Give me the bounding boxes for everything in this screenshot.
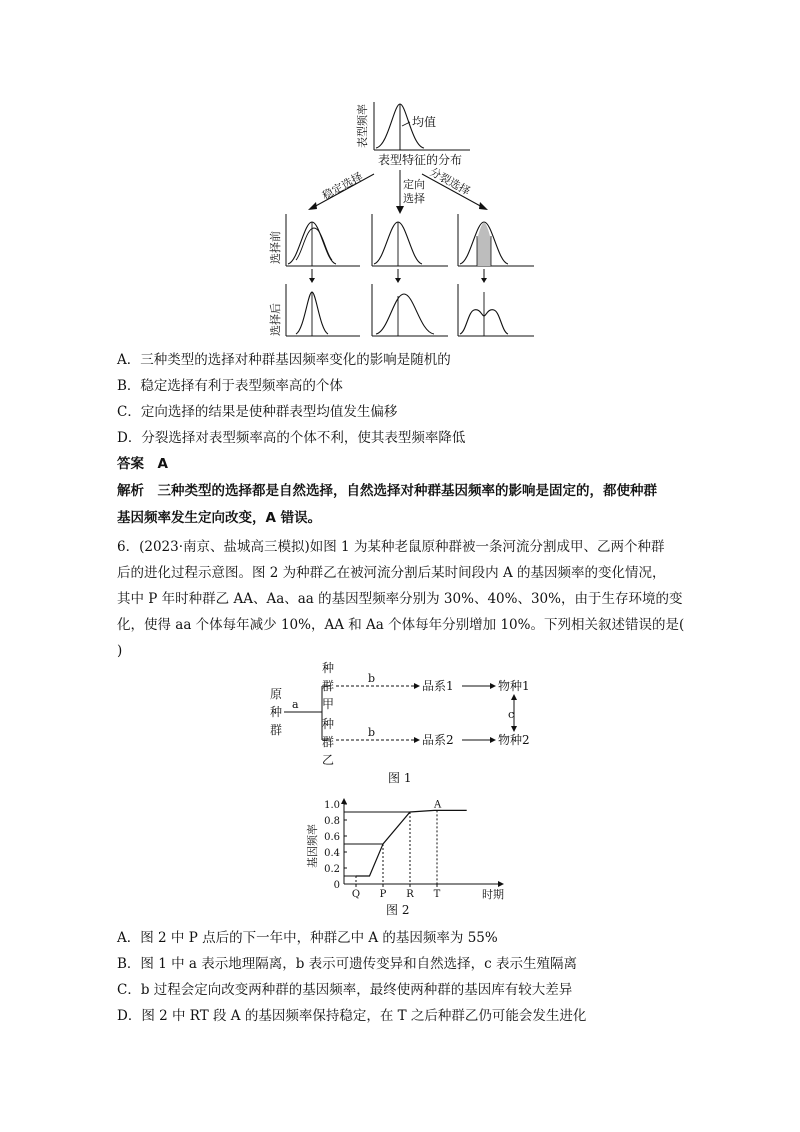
- y-tick-label: 1.0: [324, 800, 340, 811]
- q6-stem-line-5: ): [117, 643, 123, 659]
- figure-2-ylabel: 基因频率: [306, 824, 319, 868]
- down-arrows: [309, 269, 487, 283]
- q6-stem-line-3: 其中 P 年时种群乙 AA、Aa、aa 的基因型频率分别为 30%、40%、30%，由于生存环境的变: [117, 591, 683, 607]
- label-c: c: [508, 708, 515, 721]
- q5-analysis-line-1: 解析 三种类型的选择都是自然选择，自然选择对种群基因频率的影响是固定的，都使种群: [117, 483, 657, 499]
- pop-yi-char-3: 乙: [322, 753, 335, 767]
- y-tick-label: 0.4: [324, 848, 340, 859]
- q5-analysis-line-2: 基因频率发生定向改变，A 错误。: [117, 510, 322, 526]
- q5-option-b: B．稳定选择有利于表型频率高的个体: [117, 378, 343, 394]
- pop-yi-char-2: 群: [322, 735, 335, 749]
- q6-stem-line-1: 6．(2023·南京、盐城高三模拟)如图 1 为某种老鼠原种群被一条河流分割成甲、乙两个种群: [117, 539, 665, 555]
- origin-char-3: 群: [270, 723, 283, 737]
- branch-right-label: 分裂选择: [427, 165, 473, 198]
- after-disruptive-plot: [458, 284, 534, 336]
- y-tick-label: 0.2: [324, 864, 340, 875]
- strain-1: 品系1: [422, 679, 454, 693]
- q6-option-d: D．图 2 中 RT 段 A 的基因频率保持稳定，在 T 之后种群乙仍可能会发生进化: [117, 1008, 587, 1024]
- q6-option-b: B．图 1 中 a 表示地理隔离，b 表示可遗传变异和自然选择，c 表示生殖隔离: [117, 956, 578, 972]
- figure-2-caption: 图 2: [386, 903, 410, 917]
- before-disruptive-plot: [458, 214, 534, 266]
- figure-1-diagram: [262, 660, 552, 788]
- q5-option-a: A．三种类型的选择对种群基因频率变化的影响是随机的: [117, 352, 451, 368]
- x-tick-label: Q: [351, 889, 361, 900]
- pop-yi-char-1: 种: [322, 717, 335, 731]
- x-tick-label: P: [379, 889, 387, 900]
- y-tick-label: 0.6: [324, 832, 340, 843]
- figure-1-caption: 图 1: [388, 771, 412, 785]
- label-b-lower: b: [368, 726, 376, 739]
- y-axis-arrow: [341, 798, 347, 804]
- branch-arrows: [308, 164, 488, 214]
- label-a: a: [292, 698, 299, 711]
- pop-jia-char-2: 群: [322, 679, 335, 693]
- y-tick-label: 0: [333, 880, 340, 891]
- branch-left-label: 稳定选择: [320, 169, 365, 203]
- x-tick-label: T: [433, 889, 441, 900]
- branch-mid-label-1: 定向: [403, 178, 425, 191]
- mean-label: 均值: [412, 115, 437, 129]
- q6-option-c: C．b 过程会定向改变两种群的基因频率，最终使两种群的基因库有较大差异: [117, 982, 573, 998]
- q5-answer: 答案 A: [117, 456, 168, 472]
- point-label-a: A: [434, 799, 442, 811]
- q6-stem-line-2: 后的进化过程示意图。图 2 为种群乙在被河流分割后某时间段内 A 的基因频率的变化情况，: [117, 565, 666, 581]
- top-ylabel: 表型频率: [356, 104, 369, 148]
- origin-char-1: 原: [270, 687, 283, 701]
- figure-2-xlabel: 时期: [482, 888, 504, 901]
- before-stabilizing-plot: [286, 214, 360, 266]
- pop-jia-char-3: 甲: [322, 697, 335, 711]
- q6-stem-line-4: 化，使得 aa 个体每年减少 10%，AA 和 Aa 个体每年分别增加 10%。下列相关叙述错误的是(: [117, 617, 685, 633]
- selection-types-figure: [262, 96, 552, 346]
- row-after-label: 选择后: [269, 303, 282, 336]
- after-stabilizing-plot: [286, 284, 360, 336]
- branch-mid-label-2: 选择: [403, 192, 425, 205]
- pop-jia-char-1: 种: [322, 661, 335, 675]
- strain-2: 品系2: [422, 733, 454, 747]
- top-xlabel: 表型特征的分布: [378, 153, 463, 167]
- species-1: 物种1: [498, 679, 530, 693]
- x-axis-arrow: [498, 881, 504, 887]
- x-tick-label: R: [406, 889, 414, 900]
- origin-char-2: 种: [270, 705, 283, 719]
- label-b-upper: b: [368, 672, 376, 685]
- row-before-label: 选择前: [269, 231, 282, 264]
- species-2: 物种2: [498, 733, 530, 747]
- before-directional-plot: [372, 214, 448, 266]
- figure-2-chart: [300, 796, 520, 920]
- q5-option-d: D．分裂选择对表型频率高的个体不利，使其表型频率降低: [117, 430, 466, 446]
- q5-option-c: C．定向选择的结果是使种群表型均值发生偏移: [117, 404, 398, 420]
- top-distribution: [355, 102, 470, 167]
- q6-option-a: A．图 2 中 P 点后的下一年中，种群乙中 A 的基因频率为 55%: [117, 930, 498, 946]
- series-line: [356, 810, 467, 876]
- after-directional-plot: [372, 284, 448, 336]
- y-tick-label: 0.8: [324, 816, 340, 827]
